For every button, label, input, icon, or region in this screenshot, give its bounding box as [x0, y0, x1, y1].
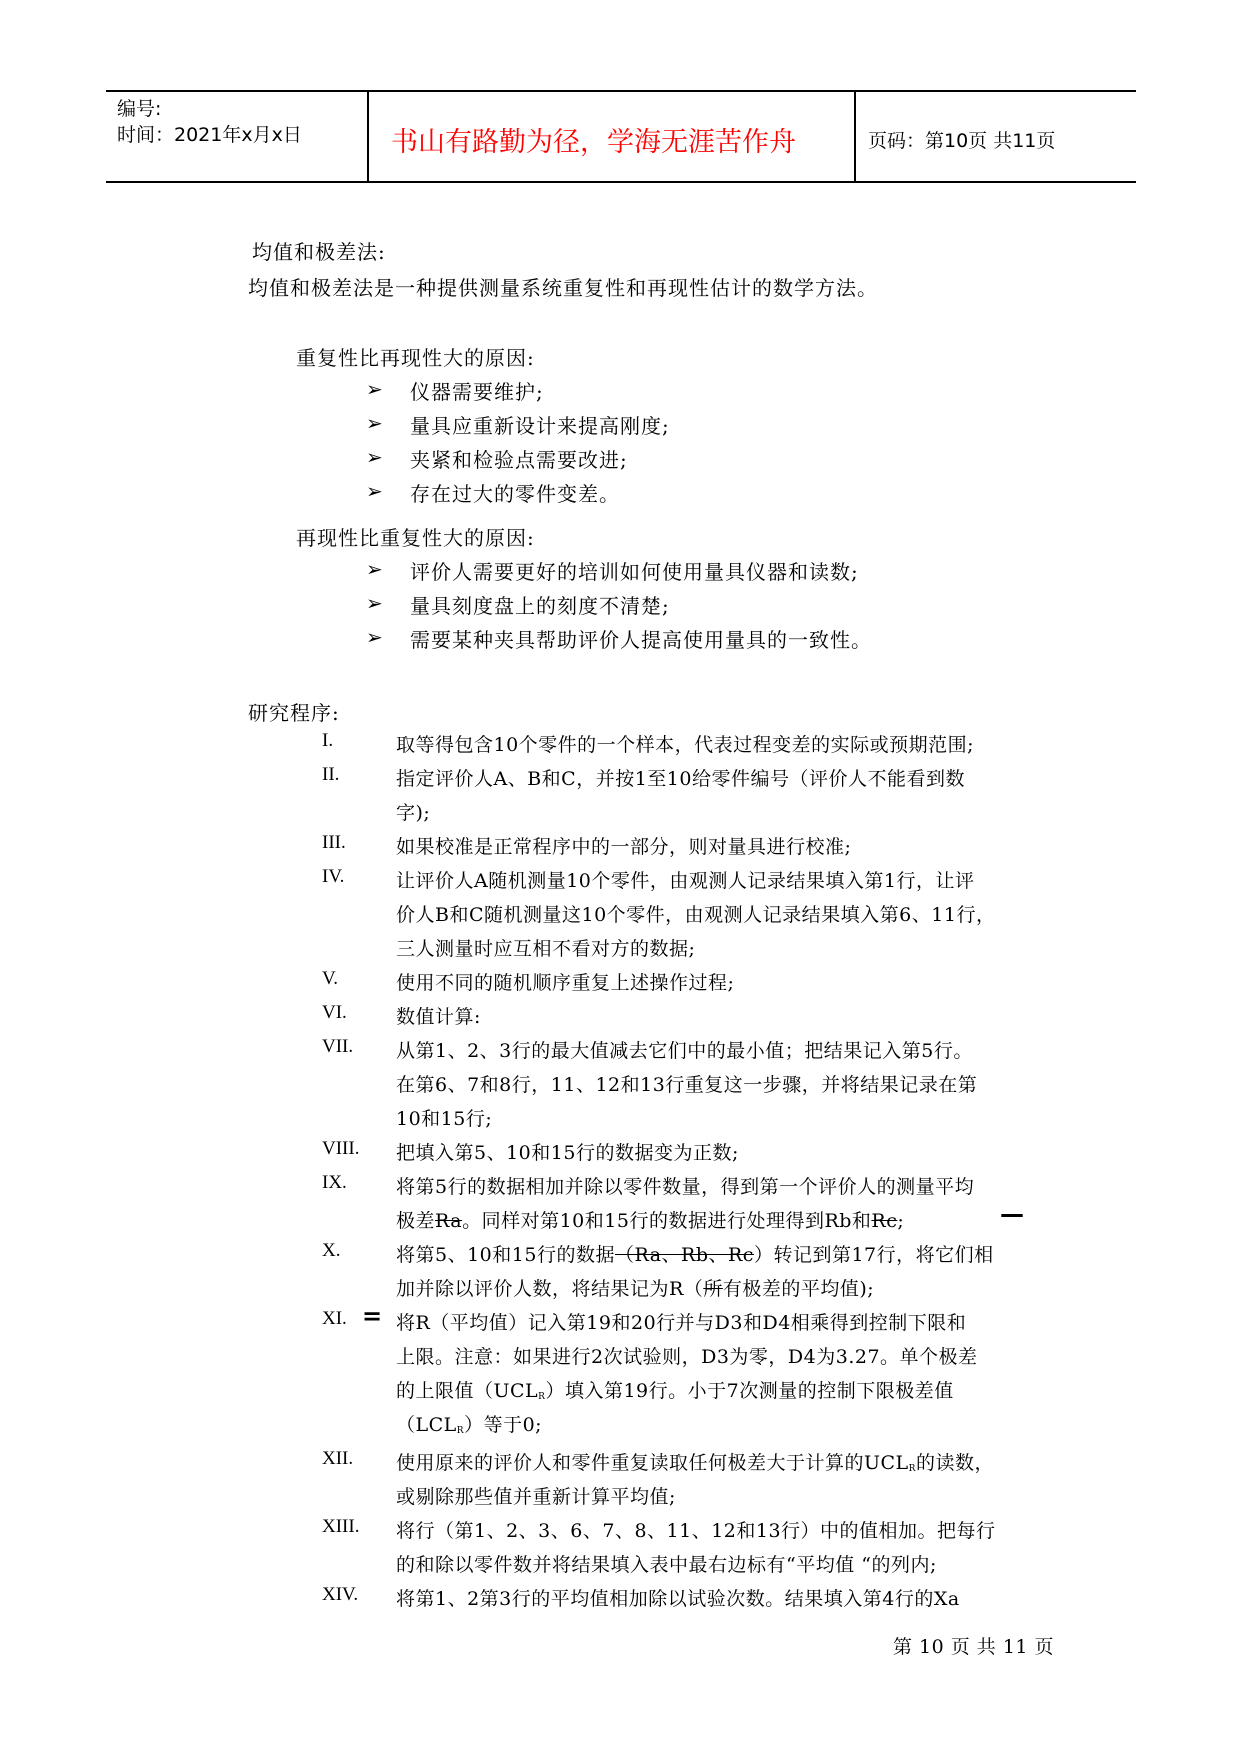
step-text: [396, 1410, 542, 1437]
header-top-rule: [106, 90, 1136, 92]
step-text: [396, 1240, 994, 1267]
footer-page-number: 第 10 页 共 11 页: [893, 1636, 1055, 1658]
step-number: XIV.: [322, 1584, 359, 1605]
symbol-rb: Rb、: [681, 1244, 728, 1266]
step-text: 10和15行;: [396, 1108, 493, 1130]
text-run: 有极差的平均值);: [722, 1278, 875, 1300]
text-run: 所: [703, 1278, 723, 1300]
step-number: III.: [322, 832, 346, 853]
header-divider-right: [854, 90, 856, 182]
arrow-bullet-icon: ➢: [366, 557, 383, 581]
symbol-ra: Ra: [435, 1210, 463, 1232]
arrow-bullet-icon: ➢: [366, 591, 383, 615]
list-item: 夹紧和检验点需要改进;: [410, 448, 628, 472]
list-item: 量具刻度盘上的刻度不清楚;: [410, 594, 670, 618]
reproducibility-heading: 再现性比重复性大的原因:: [296, 526, 535, 550]
step-text: 如果校准是正常程序中的一部分，则对量具进行校准;: [396, 836, 852, 858]
step-number: VI.: [322, 1002, 347, 1023]
step-text: 让评价人A随机测量10个零件，由观测人记录结果填入第1行，让评: [396, 870, 975, 892]
step-text: [396, 1448, 994, 1475]
date-label: 时间：2021年x月x日: [117, 124, 302, 146]
step-number: V.: [322, 968, 339, 989]
symbol-rc: Rc: [871, 1210, 898, 1232]
step-number: XI.: [322, 1308, 347, 1329]
text-run: 。同样对第10和15行的数据进行处理得到Rb和: [462, 1210, 872, 1232]
text-run: 极差: [396, 1210, 436, 1232]
step-text: 取等得包含10个零件的一个样本，代表过程变差的实际或预期范围;: [396, 734, 975, 756]
step-text: 上限。注意：如果进行2次试验则，D3为零，D4为3.27。单个极差: [396, 1346, 978, 1368]
step-number: II.: [322, 764, 340, 785]
step-number: VIII.: [322, 1138, 360, 1159]
section-title: 均值和极差法:: [252, 240, 386, 264]
step-number: I.: [322, 730, 334, 751]
serial-label: 编号:: [117, 98, 162, 120]
step-text: 将第5行的数据相加并除以零件数量，得到第一个评价人的测量平均: [396, 1176, 975, 1198]
text-run: 的读数，: [915, 1452, 994, 1474]
step-number: XIII.: [322, 1516, 360, 1537]
page-label: 页码：第10页 共11页: [868, 130, 1056, 152]
text-run: ）转记到第17行，将它们相: [753, 1244, 994, 1266]
text-run: 使用原来的评价人和零件重复读取任何极差大于计算的UCL: [396, 1452, 909, 1474]
step-text: 或剔除那些值并重新计算平均值;: [396, 1486, 676, 1508]
text-run: 将第5、10和15行的数据: [396, 1244, 615, 1266]
list-item: 评价人需要更好的培训如何使用量具仪器和读数;: [410, 560, 859, 584]
symbol-rc: Rc: [728, 1244, 754, 1266]
list-item: 量具应重新设计来提高刚度;: [410, 414, 670, 438]
header-divider-left: [367, 90, 369, 182]
step-text: 将第1、2第3行的平均值相加除以试验次数。结果填入第4行的Xa: [396, 1588, 960, 1610]
overbar-mark: —: [1000, 1200, 1024, 1228]
step-text: 将R（平均值）记入第19和20行并与D3和D4相乘得到控制下限和: [396, 1312, 967, 1334]
step-text: 字);: [396, 802, 431, 824]
text-run: （LCL: [396, 1414, 457, 1436]
subscript-r: R: [456, 1426, 465, 1436]
text-run: ）等于0;: [464, 1414, 543, 1436]
step-text: 使用不同的随机顺序重复上述操作过程;: [396, 972, 735, 994]
repeatability-heading: 重复性比再现性大的原因:: [296, 346, 535, 370]
step-text: 在第6、7和8行，11、12和13行重复这一步骤，并将结果记录在第: [396, 1074, 978, 1096]
step-number: IV.: [322, 866, 345, 887]
arrow-bullet-icon: ➢: [366, 411, 383, 435]
arrow-bullet-icon: ➢: [366, 479, 383, 503]
step-text: 将行（第1、2、3、6、7、8、11、12和13行）中的值相加。把每行: [396, 1520, 996, 1542]
step-text: 三人测量时应互相不看对方的数据;: [396, 938, 696, 960]
step-number: XII.: [322, 1448, 354, 1469]
step-text: 从第1、2、3行的最大值减去它们中的最小值；把结果记入第5行。: [396, 1040, 973, 1062]
step-text: [396, 1376, 954, 1403]
step-number: X.: [322, 1240, 341, 1261]
step-text: 把填入第5、10和15行的数据变为正数;: [396, 1142, 739, 1164]
header-motto: 书山有路勤为径，学海无涯苦作舟: [391, 127, 796, 158]
procedure-heading: 研究程序:: [248, 701, 340, 725]
subscript-r: R: [538, 1392, 546, 1402]
symbol-ra: （Ra、: [614, 1244, 682, 1266]
step-number: IX.: [322, 1172, 347, 1193]
header-bottom-rule: [106, 181, 1136, 183]
step-text: 数值计算:: [396, 1006, 481, 1028]
list-item: 存在过大的零件变差。: [410, 482, 620, 506]
arrow-bullet-icon: ➢: [366, 377, 383, 401]
text-run: 加并除以评价人数，将结果记为R（: [396, 1278, 704, 1300]
text-run: ;: [897, 1210, 905, 1232]
step-text: 价人B和C随机测量这10个零件，由观测人记录结果填入第6、11行，: [396, 904, 996, 926]
text-run: 的上限值（UCL: [396, 1380, 539, 1402]
list-item: 需要某种夹具帮助评价人提高使用量具的一致性。: [410, 628, 872, 652]
step-text: 的和除以零件数并将结果填入表中最右边标有“平均值 “的列内;: [396, 1554, 937, 1576]
step-text: [396, 1206, 904, 1233]
section-intro: 均值和极差法是一种提供测量系统重复性和再现性估计的数学方法。: [248, 276, 878, 300]
list-item: 仪器需要维护;: [410, 380, 544, 404]
double-bar-mark: =: [362, 1302, 383, 1330]
step-text: 指定评价人A、B和C，并按1至10给零件编号（评价人不能看到数: [396, 768, 965, 790]
arrow-bullet-icon: ➢: [366, 625, 383, 649]
step-text: [396, 1274, 874, 1301]
step-number: VII.: [322, 1036, 354, 1057]
text-run: ）填入第19行。小于7次测量的控制下限极差值: [545, 1380, 954, 1402]
arrow-bullet-icon: ➢: [366, 445, 383, 469]
subscript-r: R: [908, 1464, 916, 1474]
